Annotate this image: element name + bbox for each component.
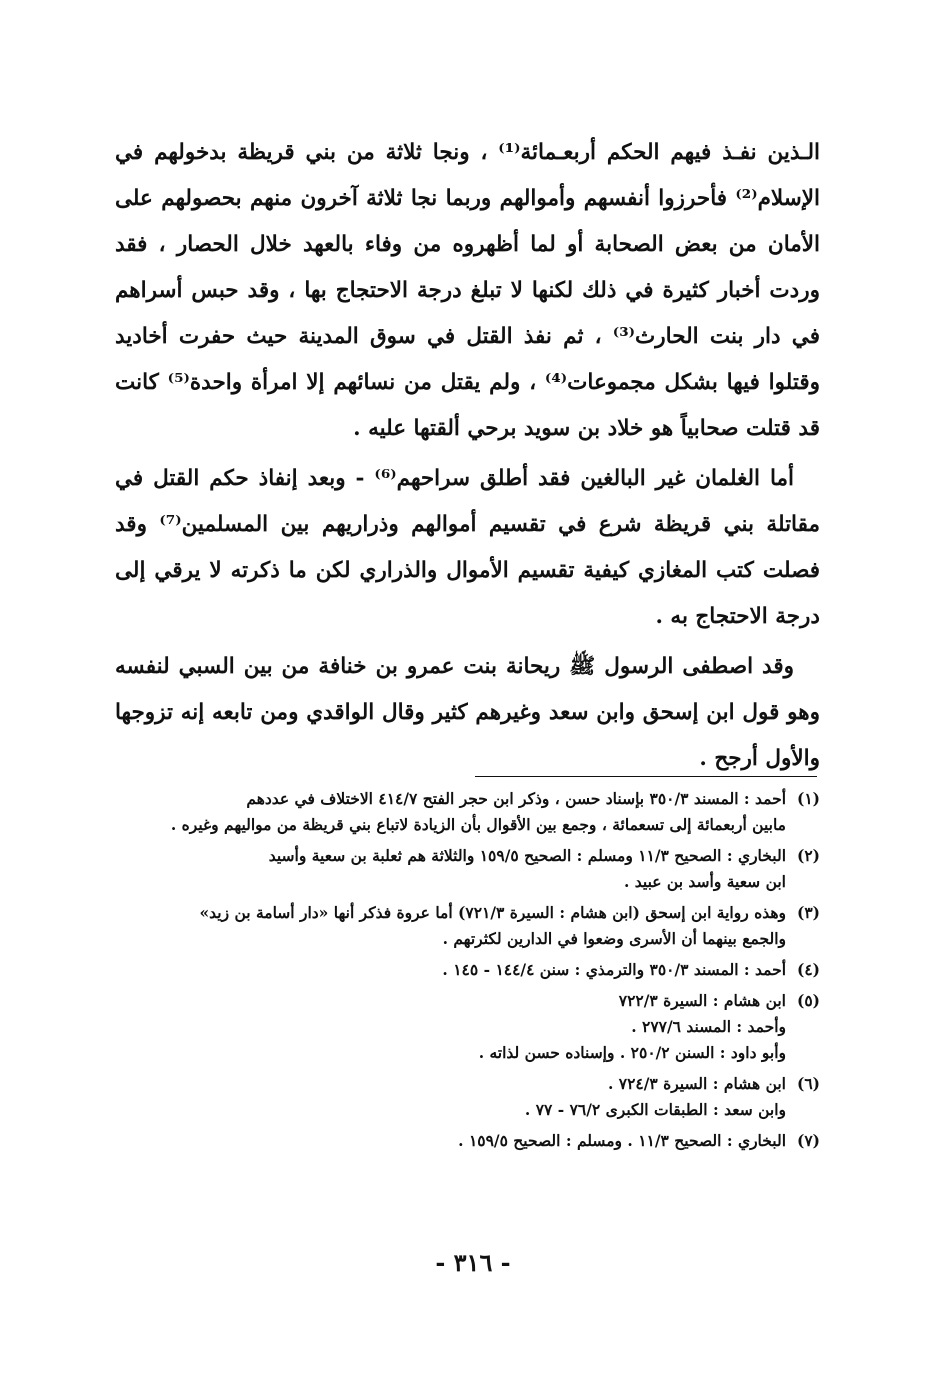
footnote-line: البخاري : الصحيح ١١/٣ . ومسلم : الصحيح ١٥٩/٥ . — [458, 1131, 786, 1150]
footnote-number: (١) — [796, 789, 820, 808]
footnote-4 — [115, 957, 820, 983]
footnote-divider — [475, 776, 817, 777]
footnote-line: مابين أربعمائة إلى تسعمائة ، وجمع بين الأقوال بأن الزيادة لاتباع بني قريظة من مواليهم وغيره . — [170, 815, 786, 834]
paragraph-2: أما الغلمان غير البالغين فقد أطلق سراحهم⁽⁶⁾ - وبعد إنفاذ حكم القتل في مقاتلة بني قريظة شرع في تقسيم أموالهم وذراريهم بين المسلمين⁽⁷⁾ وقد فصلت كتب المغازي كيفية تقسيم الأموال والذراري لكن ما ذكرته لا يرقي إلى درجة الاحتجاج به . — [115, 466, 820, 629]
footnote-number: (٥) — [796, 991, 820, 1010]
footnote-number: (٢) — [796, 846, 820, 865]
main-text — [115, 130, 820, 782]
footnote-3 — [115, 900, 820, 952]
footnote-line: ابن هشام : السيرة ٧٢٢/٣ — [618, 991, 786, 1010]
paragraph-3: وقد اصطفى الرسول ﷺ ريحانة بنت عمرو بن خنافة من بين السبي لنفسه وهو قول ابن إسحق وابن سعد وغيرهم كثير وقال الواقدي ومن تابعه إنه تزوجها والأول أرجح . — [115, 654, 820, 771]
footnote-number: (٤) — [796, 960, 820, 979]
footnote-line: أحمد : المسند ٣٥٠/٣ بإسناد حسن ، وذكر ابن حجر الفتح ٤١٤/٧ الاختلاف في عددهم — [246, 789, 786, 808]
footnote-line: وابن سعد : الطبقات الكبرى ٧٦/٢ - ٧٧ . — [524, 1100, 786, 1119]
footnote-line: ابن سعية وأسد بن عبيد . — [623, 872, 786, 891]
paragraph-1: الـذين نفـذ فيهم الحكم أربعـمائة⁽¹⁾ ، ونجا ثلاثة من بني قريظة بدخولهم في الإسلام⁽²⁾ فأحرزوا أنفسهم وأموالهم وربما نجا ثلاثة آخرون منهم بحصولهم على الأمان من بعض الصحابة أو لما أظهروه من وفاء بالعهد خلال الحصار ، فقد وردت أخبار كثيرة في ذلك لكنها لا تبلغ درجة الاحتجاج بها ، وقد حبس أسراهم في دار بنت الحارث⁽³⁾ ، ثم نفذ القتل في سوق المدينة حيث حفرت أخاديد وقتلوا فيها بشكل مجموعات⁽⁴⁾ ، ولم يقتل من نسائهم إلا امرأة واحدة⁽⁵⁾ كانت قد قتلت صحابياً هو خلاد بن سويد برحي ألقتها عليه . — [115, 140, 820, 441]
footnote-line: وهذه رواية ابن إسحق (ابن هشام : السيرة ٧٢١/٣) أما عروة فذكر أنها «دار أسامة بن زيد» — [199, 903, 786, 922]
footnote-number: (٦) — [796, 1074, 820, 1093]
footnote-1 — [115, 786, 820, 838]
footnote-line: البخاري : الصحيح ١١/٣ ومسلم : الصحيح ١٥٩/٥ والثلاثة هم ثعلبة بن سعية وأسيد — [268, 846, 786, 865]
footnote-5 — [115, 988, 820, 1066]
footnote-number: (٣) — [796, 903, 820, 922]
footnote-line: وأبو داود : السنن ٢٥٠/٢ . وإسناده حسن لذاته . — [478, 1043, 786, 1062]
footnotes-section — [115, 786, 820, 1159]
page-number: - ٣١٦ - — [435, 1248, 511, 1277]
footnote-6 — [115, 1071, 820, 1123]
footnote-line: ابن هشام : السيرة ٧٢٤/٣ . — [607, 1074, 786, 1093]
footnote-line: أحمد : المسند ٣٥٠/٣ والترمذي : سنن ١٤٤/٤ - ١٤٥ . — [442, 960, 786, 979]
footnote-number: (٧) — [796, 1131, 820, 1150]
footnote-2 — [115, 843, 820, 895]
footnote-line: والجمع بينهما أن الأسرى وضعوا في الدارين لكثرتهم . — [442, 929, 786, 948]
footnote-7 — [115, 1128, 820, 1154]
footnote-line: وأحمد : المسند ٢٧٧/٦ . — [631, 1017, 786, 1036]
